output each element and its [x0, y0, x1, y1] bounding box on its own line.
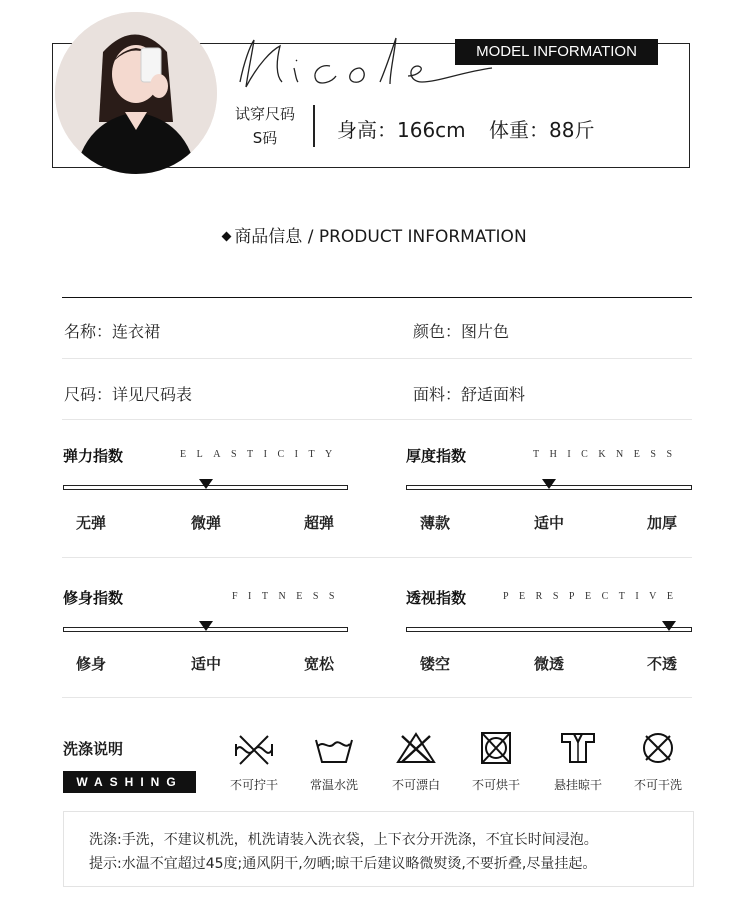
- fitness-index-title: 修身指数: [63, 589, 124, 607]
- no-dry-clean-icon: [636, 730, 680, 766]
- fitness-level-low: 修身: [75, 655, 106, 673]
- model-photo: [55, 12, 217, 174]
- elasticity-level-high: 超弹: [303, 514, 334, 532]
- divider: [62, 419, 692, 420]
- signature-text: Nicole: [232, 32, 236, 33]
- no-tumble-dry-icon: [474, 730, 518, 766]
- elasticity-index-title: 弹力指数: [63, 447, 124, 465]
- diamond-icon: [222, 232, 232, 242]
- perspective-level-high: 不透: [646, 655, 677, 673]
- care-note-line-2: 提示:水温不宜超过45度;通风阴干,勿晒;晾干后建议略微熨烫,不要折叠,尽量挂起。: [89, 856, 597, 872]
- product-info-title: [0, 222, 750, 247]
- washing-label: 悬挂晾干: [553, 778, 602, 792]
- divider: [62, 697, 692, 698]
- thickness-index-en: THICKNESS: [533, 449, 683, 460]
- divider: [62, 358, 692, 359]
- divider: [62, 557, 692, 558]
- no-wring-icon: [232, 732, 276, 768]
- normal-wash-icon: [312, 732, 356, 768]
- try-size-label: 试穿尺码: [234, 105, 295, 123]
- thickness-level-mid: 适中: [533, 514, 564, 532]
- model-height: 身高：166cm: [337, 118, 466, 142]
- perspective-level-mid: 微透: [533, 655, 564, 673]
- elasticity-level-low: 无弹: [75, 514, 106, 532]
- fitness-scale-marker: [199, 621, 213, 631]
- product-info-title-text: 商品信息 / PRODUCT INFORMATION: [234, 227, 527, 247]
- thickness-scale-marker: [542, 479, 556, 489]
- no-bleach-icon: [394, 730, 438, 766]
- elasticity-scale-marker: [199, 479, 213, 489]
- care-note-line-1: 洗涤:手洗，不建议机洗，机洗请装入洗衣袋，上下衣分开洗涤，不宜长时间浸泡。: [89, 832, 598, 848]
- washing-label: 不可拧干: [229, 778, 278, 792]
- product-info-top-rule: [62, 297, 692, 298]
- product-color: 颜色：图片色: [413, 322, 510, 341]
- model-weight: 体重：88斤: [489, 118, 595, 142]
- elasticity-index-en: ELASTICITY: [180, 449, 343, 460]
- washing-badge: WASHING: [63, 771, 196, 793]
- model-avatar: [55, 12, 217, 174]
- washing-label: 常温水洗: [309, 778, 358, 792]
- try-size-value: S码: [252, 129, 278, 147]
- washing-title: 洗涤说明: [63, 740, 124, 758]
- washing-label: 不可烘干: [471, 778, 520, 792]
- care-notes-box: [63, 811, 694, 887]
- thickness-level-high: 加厚: [646, 514, 677, 532]
- fitness-level-high: 宽松: [303, 655, 334, 673]
- product-name: 名称：连衣裙: [64, 322, 161, 341]
- hang-dry-icon: [556, 730, 600, 766]
- elasticity-level-mid: 微弹: [190, 514, 221, 532]
- fitness-index-en: FITNESS: [232, 591, 345, 602]
- washing-label: 不可漂白: [391, 778, 440, 792]
- perspective-level-low: 镂空: [419, 655, 450, 673]
- washing-label: 不可干洗: [633, 778, 682, 792]
- thickness-level-low: 薄款: [419, 514, 450, 532]
- product-fabric: 面料：舒适面料: [413, 385, 526, 404]
- perspective-index-en: PERSPECTIVE: [503, 591, 684, 602]
- model-divider: [313, 105, 315, 147]
- perspective-scale-marker: [662, 621, 676, 631]
- model-info-tag: MODEL INFORMATION: [455, 39, 658, 65]
- product-size: 尺码：详见尺码表: [64, 385, 193, 404]
- thickness-index-title: 厚度指数: [406, 447, 467, 465]
- perspective-index-title: 透视指数: [406, 589, 467, 607]
- model-signature: [232, 32, 502, 94]
- perspective-scale-track: [406, 627, 692, 632]
- fitness-level-mid: 适中: [190, 655, 221, 673]
